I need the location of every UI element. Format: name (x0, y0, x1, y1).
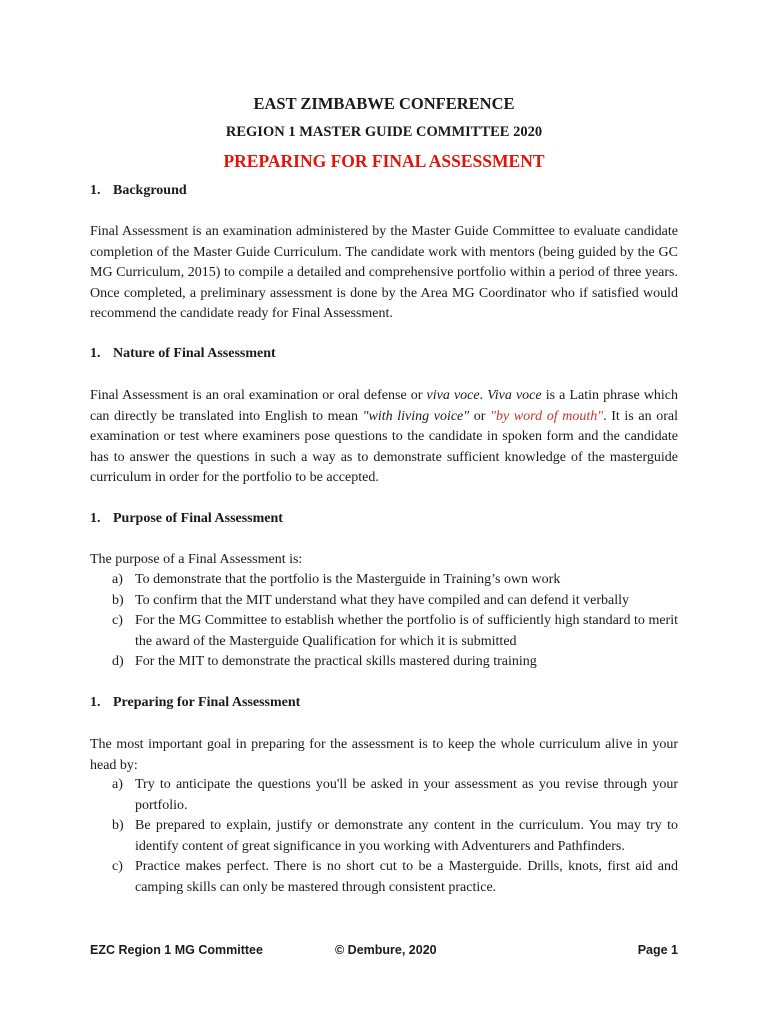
list-text: Try to anticipate the questions you'll be asked in your assessment as you revise through your portfolio. (135, 777, 678, 813)
conference-title: EAST ZIMBABWE CONFERENCE (253, 94, 515, 113)
list-label: a) (112, 777, 123, 792)
italic-term: Viva voce (487, 388, 542, 403)
list-label: b) (112, 818, 124, 833)
section-heading-background (90, 183, 187, 199)
list-label: b) (112, 592, 124, 608)
text-run: . It is an oral examination or test where examiners pose questions to the candidate in spoken form and the candidate has to answer the questions in such a way as to demonstrate sufficient knowledge of the masterguide curriculum in order for the portfolio to be accepted. (90, 408, 678, 485)
section-number: 1. (90, 183, 101, 198)
italic-term: viva voce (426, 388, 480, 403)
preparing-intro: The most important goal in preparing for the assessment is to keep the whole curriculum alive in your head by: (90, 737, 678, 773)
quoted-phrase: "with living voice" (362, 408, 470, 424)
list-item (112, 775, 678, 816)
text-run: Final Assessment is an oral examination or oral defense or (90, 388, 427, 403)
list-label: d) (112, 654, 124, 669)
list-item (112, 591, 678, 612)
text-run: is a Latin phrase which can directly be translated into English to mean (90, 388, 678, 424)
list-item (112, 857, 678, 898)
list-text: Practice makes perfect. There is no short cut to be a Masterguide. Drills, knots, first aid and camping skills can only be mastered through consistent practice. (135, 859, 678, 895)
list-item (112, 816, 678, 857)
list-item (112, 611, 678, 652)
list-label: c) (112, 613, 123, 628)
nature-paragraph (90, 386, 678, 489)
purpose-intro: The purpose of a Final Assessment is: (90, 552, 303, 567)
footer-center: © Dembure, 2020 (335, 943, 437, 957)
section-heading-preparing (90, 695, 300, 711)
list-item (112, 570, 678, 591)
list-item (112, 652, 678, 673)
section-number: 1. (90, 511, 101, 526)
section-heading-text: Background (113, 183, 187, 198)
purpose-list (112, 570, 678, 673)
quoted-phrase: "by word of mouth" (490, 408, 604, 424)
list-text: Be prepared to explain, justify or demonstrate any content in the curriculum. You may try to identify content of great significance in you working with Adventurers and Pathfinders. (135, 818, 678, 854)
text-run: . (479, 388, 488, 403)
text-run: or (469, 408, 491, 424)
preparing-list (112, 775, 678, 898)
list-text: To demonstrate that the portfolio is the Masterguide in Training’s own work (135, 572, 561, 587)
section-heading-text: Preparing for Final Assessment (113, 695, 301, 710)
background-paragraph: Final Assessment is an examination administered by the Master Guide Committee to evaluate candidate completion of the Master Guide Curriculum. The candidate work with mentors (being guided by the GC MG Curriculum, 2015) to compile a detailed and comprehensive portfolio within a period of three years. Once completed, a preliminary assessment is done by the Area MG Coordinator who if satisfied would recommend the candidate ready for Final Assessment. (90, 224, 678, 321)
list-label: c) (112, 859, 123, 874)
footer-left: EZC Region 1 MG Committee (90, 943, 263, 957)
section-number: 1. (90, 695, 101, 710)
section-number: 1. (90, 346, 101, 361)
section-heading-text: Nature of Final Assessment (113, 346, 276, 361)
footer-page-number: Page 1 (637, 943, 678, 957)
section-heading-nature (90, 346, 276, 362)
section-heading-text: Purpose of Final Assessment (113, 511, 283, 526)
document-title: PREPARING FOR FINAL ASSESSMENT (223, 151, 545, 171)
section-heading-purpose (90, 511, 283, 527)
list-text: To confirm that the MIT understand what they have compiled and can defend it verbally (135, 592, 630, 608)
list-text: For the MIT to demonstrate the practical skills mastered during training (135, 654, 537, 669)
list-label: a) (112, 572, 123, 587)
list-text: For the MG Committee to establish whether the portfolio is of sufficiently high standard to merit the award of the Masterguide Qualification for which it is submitted (135, 613, 678, 649)
committee-title: REGION 1 MASTER GUIDE COMMITTEE 2020 (225, 124, 543, 140)
